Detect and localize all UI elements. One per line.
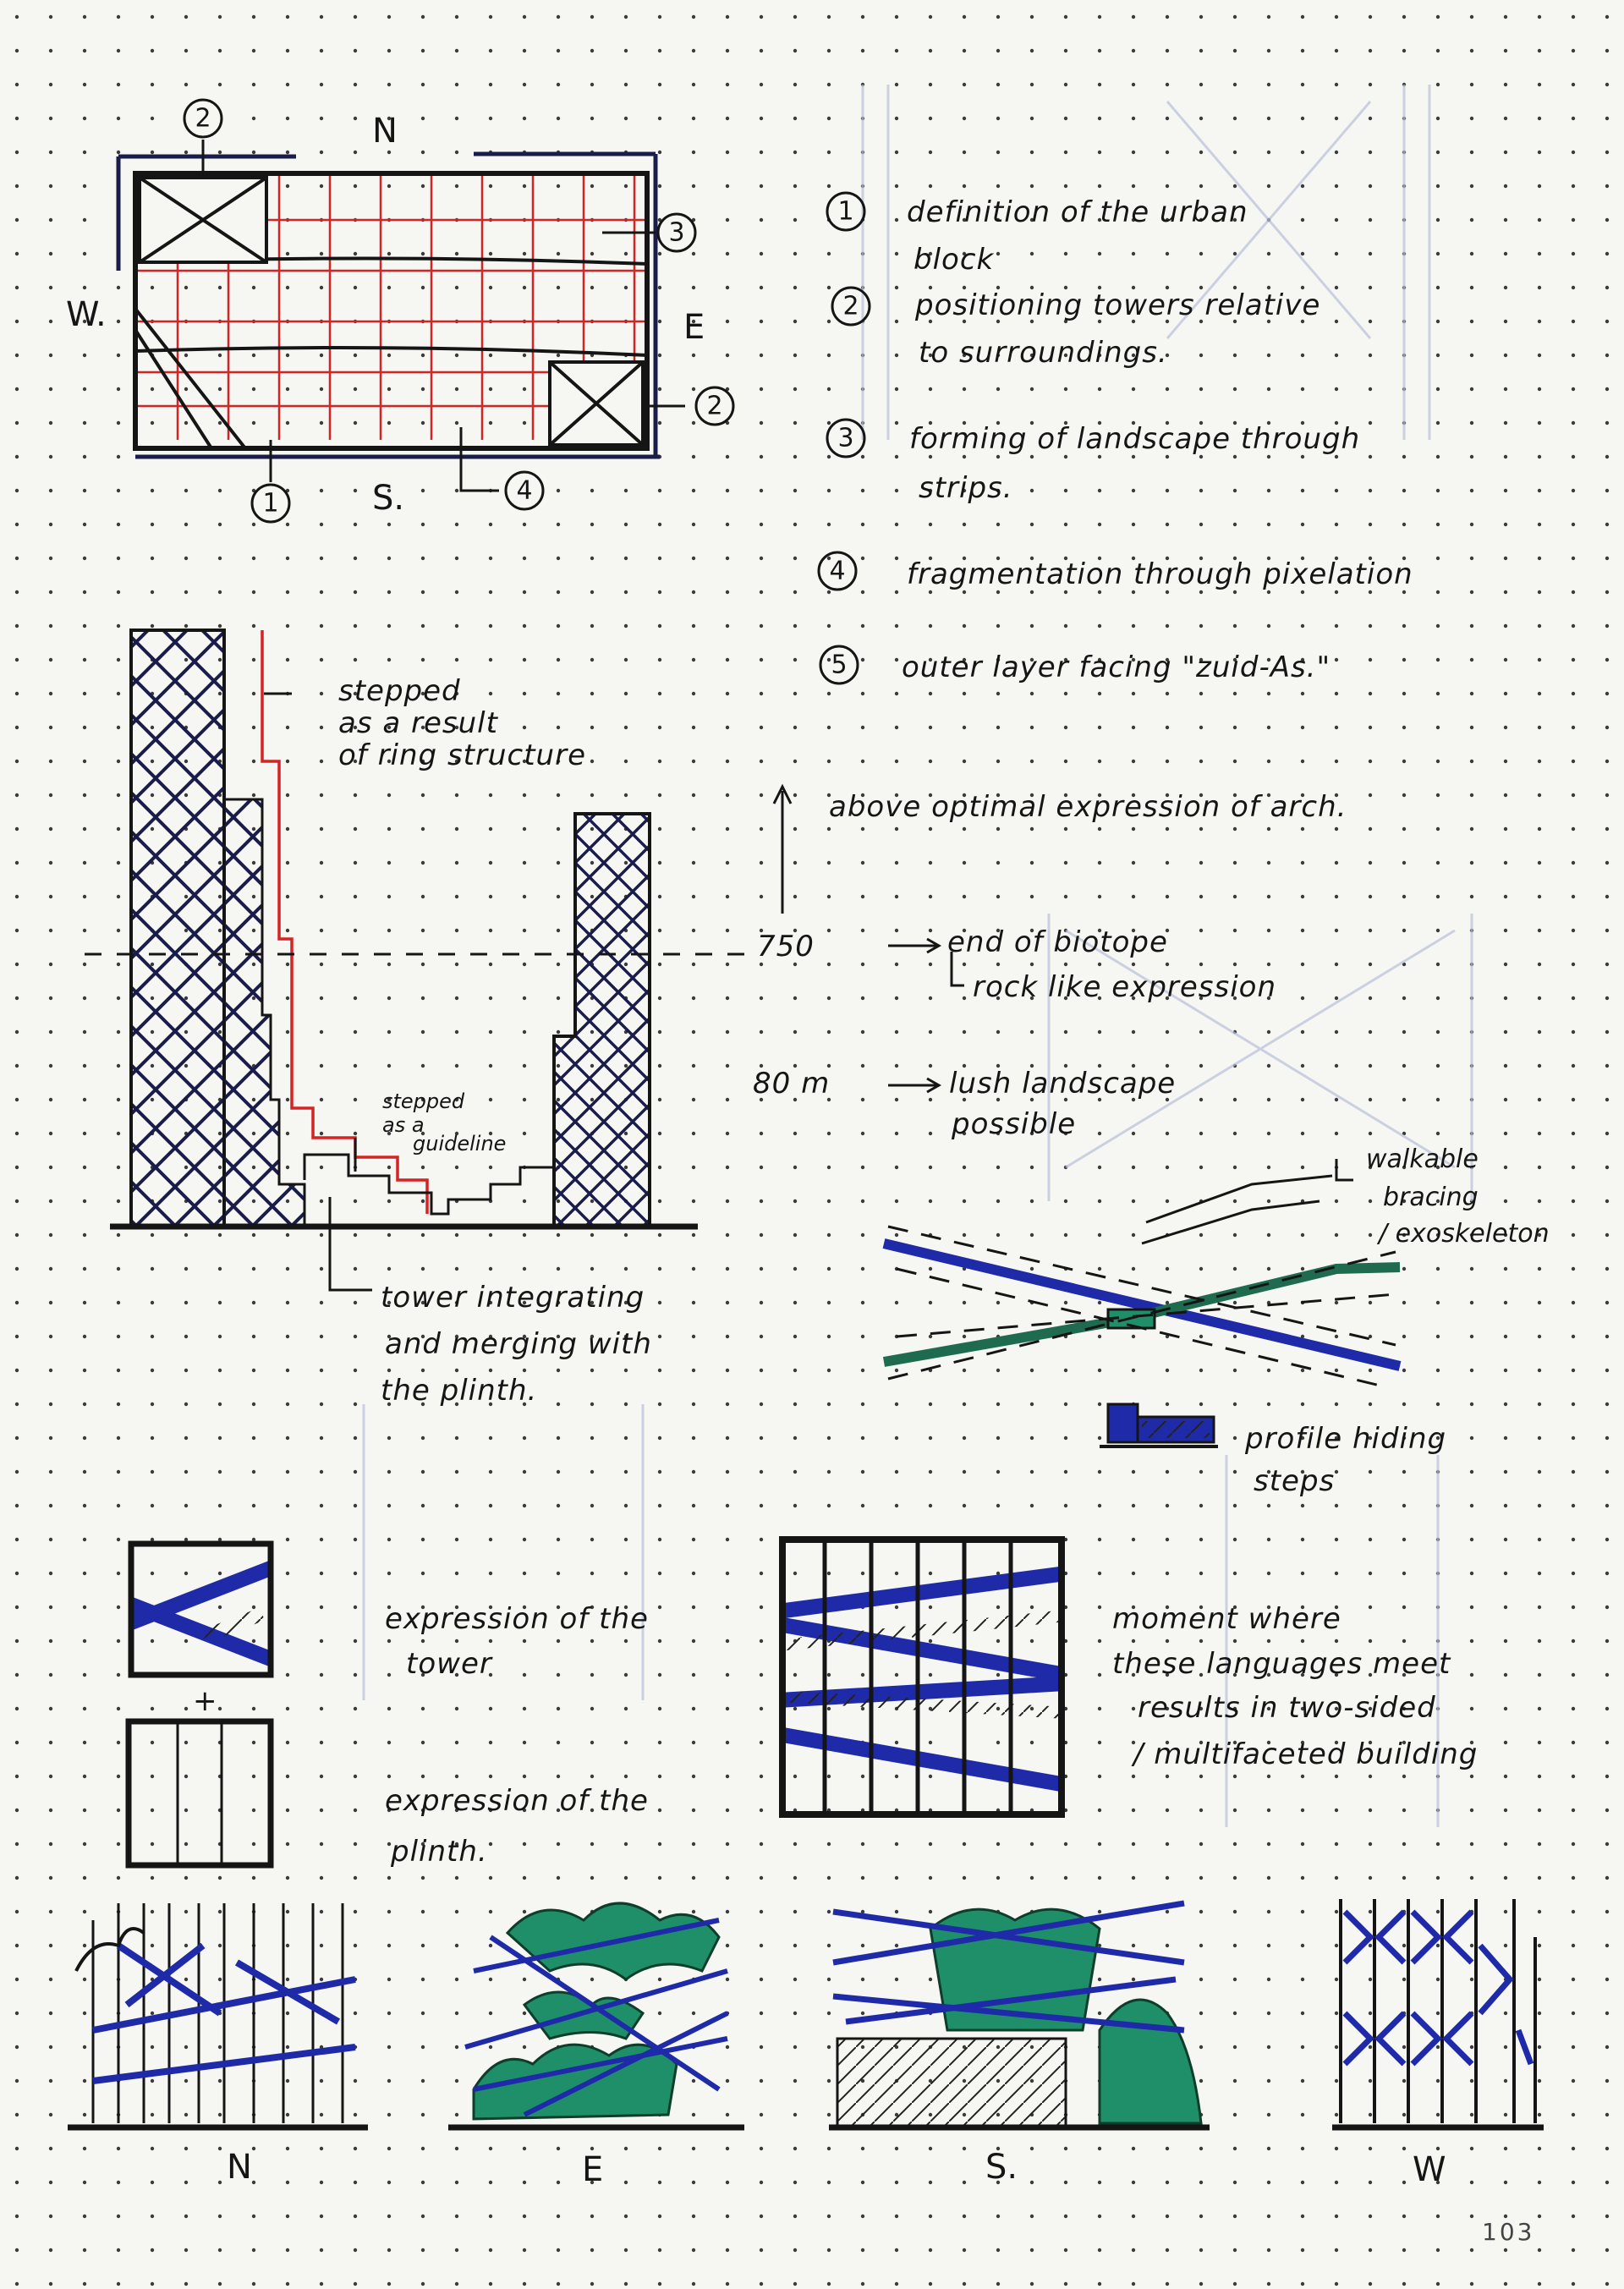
legend-num-5: 5 (831, 650, 848, 680)
end-biotope-note: end of biotope (947, 925, 1168, 959)
legend-num-2: 2 (842, 291, 859, 321)
marker-4: 4 (516, 475, 533, 506)
marker-3: 3 (668, 217, 685, 248)
above-optimal-note: above optimal expression of arch. (829, 790, 1347, 824)
legend-num-4: 4 (829, 556, 846, 586)
tower-nw (140, 178, 266, 262)
stepped-ring-1: stepped (338, 674, 461, 708)
walkable-note-1: walkable (1366, 1144, 1479, 1174)
page-number: 103 (1482, 2218, 1535, 2246)
walkable-note-2: bracing (1383, 1183, 1479, 1212)
meet-note-3: results in two-sided (1138, 1691, 1436, 1725)
compass-west: W. (66, 295, 107, 334)
rock-like-note: rock like expression (973, 970, 1277, 1004)
profile-note-1: profile hiding (1245, 1422, 1447, 1456)
tower-integrating-3: the plinth. (381, 1374, 538, 1408)
marker-2-se: 2 (706, 391, 723, 421)
plus-sign: + (193, 1684, 217, 1718)
level-750-label: 750 (757, 930, 815, 963)
stepped-ring-2: as a result (338, 706, 498, 740)
compass-south: S. (372, 479, 405, 518)
legend-3-line-1: forming of landscape through (909, 422, 1361, 456)
compass-east: E (683, 308, 705, 347)
tower-left (131, 630, 224, 1227)
marker-1: 1 (262, 488, 279, 519)
compass-north: N (372, 112, 398, 151)
legend-1-line-2: block (914, 243, 995, 277)
tower-integrating-2: and merging with (385, 1327, 652, 1361)
legend-num-1: 1 (837, 196, 854, 227)
tower-integrating-1: tower integrating (381, 1281, 645, 1315)
elevation-label-w: W (1413, 2150, 1446, 2189)
meet-note-1: moment where (1112, 1602, 1341, 1636)
plinth-expression-note-2: plinth. (391, 1835, 488, 1869)
tower-se (550, 362, 643, 445)
profile-note-2: steps (1254, 1464, 1336, 1498)
marker-2-nw: 2 (195, 103, 211, 134)
legend-4-line-1: fragmentation through pixelation (907, 557, 1413, 591)
lush-landscape-2: possible (952, 1107, 1077, 1141)
elevation-label-n: N (227, 2148, 252, 2187)
plinth-expression-note-1: expression of the (385, 1784, 649, 1818)
meet-note-4: / multifaceted building (1133, 1737, 1479, 1771)
elevation-label-e: E (582, 2150, 604, 2189)
legend-2-line-2: to surroundings. (919, 336, 1168, 370)
lush-landscape-1: lush landscape (949, 1067, 1177, 1101)
legend-3-line-2: strips. (919, 471, 1013, 505)
legend-5-line-1: outer layer facing "zuid-As." (902, 650, 1331, 684)
stepped-guide-2: as a (382, 1113, 425, 1137)
stepped-ring-3: of ring structure (338, 738, 586, 772)
legend-num-3: 3 (837, 423, 854, 453)
walkable-note-3: / exoskeleton (1379, 1219, 1550, 1249)
tower-expression-note-2: tower (406, 1647, 492, 1681)
legend-1-line-1: definition of the urban (907, 195, 1248, 229)
elevation-label-s: S. (985, 2148, 1018, 2187)
level-80-label: 80 m (753, 1067, 831, 1101)
stepped-guide-3: guideline (413, 1132, 507, 1155)
legend-2-line-1: positioning towers relative (915, 288, 1321, 322)
stepped-guide-1: stepped (382, 1090, 465, 1113)
meet-note-2: these languages meet (1112, 1647, 1451, 1681)
tower-expression-note-1: expression of the (385, 1602, 649, 1636)
